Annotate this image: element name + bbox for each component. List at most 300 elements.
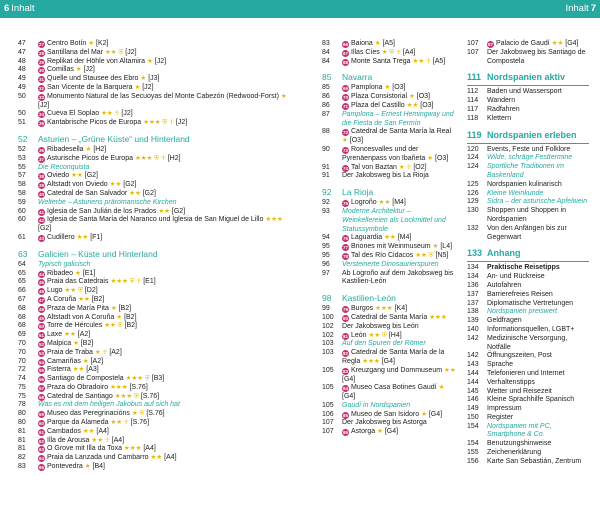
toc-entry: [322, 234, 457, 243]
rating-stars-icon: ★: [110, 304, 117, 312]
entry-page-number: 65: [18, 278, 26, 286]
sight-number-badge: 39: [38, 183, 44, 189]
feature-title: Was es mit dem heiligen Jakobus auf sich hat: [38, 401, 180, 409]
entry-text: [487, 181, 589, 190]
rating-stars-icon: ★★: [109, 181, 122, 189]
entry-page-number: 58: [18, 181, 26, 189]
rating-stars-icon: ★★ ☥: [110, 419, 129, 427]
feature-title: Gaudí in Nordspanien: [342, 401, 411, 409]
toc-entry: [18, 358, 290, 367]
entry-page-number: 105: [322, 384, 334, 392]
entry-title: Wandern: [487, 97, 516, 105]
sight-number-badge: 33: [38, 94, 44, 100]
rating-stars-icon: ★: [377, 428, 383, 436]
sight-number-badge: 53: [38, 350, 44, 356]
toc-entry: [18, 172, 290, 181]
toc-entry: [322, 411, 457, 420]
toc-entry: [18, 216, 290, 234]
rating-stars-icon: ★★ ☥: [101, 110, 120, 118]
sight-number-badge: 43: [38, 235, 44, 241]
entry-title: Monte Santa Trega: [351, 57, 411, 65]
entry-page-number: 100: [322, 313, 334, 321]
entry-text: [487, 396, 589, 405]
section-title: Kastilien-León: [342, 293, 396, 304]
feature-title: Welterbe – Asturiens präromanische Kirchen: [38, 198, 177, 206]
entry-title: Events, Feste und Folklore: [487, 145, 571, 153]
entry-text: [342, 305, 457, 314]
entry-page-number: 88: [322, 128, 330, 136]
sight-number-badge: 36: [38, 147, 44, 153]
sight-number-badge: 40: [38, 191, 44, 197]
sight-number-badge: 79: [342, 307, 348, 313]
rating-stars-icon: ★: [82, 357, 89, 365]
entry-text: [342, 411, 457, 420]
entry-title: Karte San Sebastián, Zentrum: [487, 457, 582, 465]
map-reference: [M4]: [397, 234, 412, 242]
entry-title: Cudillero: [47, 233, 75, 241]
toc-column-1: [18, 40, 290, 472]
entry-text: [38, 410, 290, 419]
rating-stars-icon: ★★: [76, 233, 89, 241]
toc-entry: [467, 88, 589, 97]
entry-page-number: 49: [18, 83, 26, 91]
entry-title: Torre de Hércules: [47, 322, 103, 330]
entry-title: Logroño: [351, 199, 377, 207]
entry-page-number: 84: [322, 57, 330, 65]
map-reference: [S.76]: [140, 392, 160, 400]
toc-entry: [322, 58, 457, 67]
sight-number-badge: 58: [38, 394, 44, 400]
sight-number-badge: 28: [38, 50, 44, 56]
entry-title: Museo de San Isidoro: [351, 410, 420, 418]
rating-stars-icon: ★★★ ⛨ ☥: [110, 278, 142, 286]
toc-entry: [322, 208, 457, 234]
entry-page-number: 142: [467, 352, 479, 360]
rating-stars-icon: ★★ ☥: [412, 57, 431, 65]
map-reference: [K2]: [96, 40, 109, 47]
toc-entry: [18, 419, 290, 428]
entry-text: [487, 115, 589, 124]
entry-text: [38, 84, 290, 93]
rating-stars-icon: ★★★: [265, 216, 283, 224]
section-page-number: 52: [18, 133, 28, 144]
entry-page-number: 103: [322, 349, 334, 357]
entry-title: Praza de María Pita: [47, 304, 109, 312]
sight-number-badge: 55: [38, 368, 44, 374]
sight-number-badge: 72: [342, 130, 348, 136]
toc-entry: [322, 340, 457, 349]
entry-title: Geldfragen: [487, 317, 522, 325]
rating-stars-icon: ★: [84, 463, 91, 471]
entry-title: Register: [487, 413, 514, 421]
toc-entry: [322, 367, 457, 385]
entry-page-number: 58: [18, 189, 26, 197]
entry-title: Altstadt von A Coruña: [47, 313, 115, 321]
entry-title: Santillana del Mar: [47, 48, 104, 56]
sight-number-badge: 82: [342, 351, 348, 357]
map-reference: [H2]: [93, 145, 107, 153]
section-title: Navarra: [342, 72, 373, 83]
feature-title: Versteinerte Dinosaurierspuren: [342, 260, 439, 268]
sight-number-badge: 51: [38, 333, 44, 339]
entry-title: Monumento Natural de las Secuoyas del Monte Cabezón (Redwood-Forst): [47, 92, 279, 100]
toc-entry: [18, 314, 290, 323]
entry-text: [487, 190, 589, 199]
sight-number-badge: 45: [38, 280, 44, 286]
entry-title: Quelle und Stausee des Ebro: [47, 75, 139, 83]
sight-number-badge: 83: [342, 368, 348, 374]
entry-page-number: 60: [18, 207, 26, 215]
entry-page-number: 64: [18, 260, 26, 268]
entry-text: [342, 102, 457, 111]
rating-stars-icon: ★★ ⛨: [368, 331, 387, 339]
toc-entry: [18, 146, 290, 155]
entry-page-number: 86: [322, 93, 330, 101]
toc-entry: [18, 119, 290, 128]
sight-number-badge: 32: [38, 85, 44, 91]
entry-title: Medizinische Versorgung, Notfälle: [487, 334, 568, 351]
rating-stars-icon: ★★: [384, 234, 396, 242]
entry-page-number: 107: [467, 40, 479, 47]
sight-number-badge: 63: [38, 447, 44, 453]
entry-title: Roncesvalles und der Pyrenäenpass von Ibañeta: [342, 145, 426, 162]
toc-entry: [467, 414, 589, 423]
entry-text: [487, 388, 589, 397]
entry-page-number: 61: [18, 233, 26, 241]
map-reference: [J2]: [154, 57, 167, 65]
map-reference: [B4]: [92, 463, 105, 471]
entry-title: Autofahren: [487, 281, 522, 289]
toc-entry: [467, 163, 589, 181]
entry-page-number: 75: [18, 383, 26, 391]
entry-text: [487, 405, 589, 414]
entry-text: [487, 207, 589, 225]
entry-title: Ab Logroño auf dem Jakobsweg bis Kastilien-León: [342, 269, 454, 286]
sight-number-badge: 80: [342, 315, 348, 321]
entry-text: [38, 375, 290, 384]
entry-text: [487, 106, 589, 115]
map-reference: [B2]: [118, 304, 132, 312]
sight-number-badge: 35: [38, 121, 44, 127]
entry-title: Wetter und Reisezeit: [487, 387, 552, 395]
sight-number-badge: 77: [342, 245, 348, 251]
entry-text: [487, 379, 589, 388]
entry-title: Zeichenerklärung: [487, 449, 542, 457]
map-reference: [A4]: [402, 48, 416, 56]
entry-title: Kantabrische Picos de Europa: [47, 119, 142, 127]
sight-number-badge: 44: [38, 271, 44, 277]
map-reference: [G2]: [84, 172, 98, 180]
toc-entry: [18, 84, 290, 93]
rating-stars-icon: ★★ ⛨: [104, 48, 124, 56]
section-page-number: 63: [18, 248, 28, 259]
map-reference: [G2]: [142, 189, 156, 197]
entry-page-number: 144: [467, 369, 479, 377]
sight-number-badge: 49: [38, 315, 44, 321]
entry-text: [38, 270, 290, 279]
rating-stars-icon: ★: [427, 154, 434, 162]
entry-page-number: 117: [467, 105, 479, 113]
entry-page-number: 96: [322, 260, 330, 268]
entry-title: Laguardia: [351, 234, 383, 242]
toc-entry: [467, 146, 589, 155]
entry-title: Pamplona: [351, 84, 383, 92]
rating-stars-icon: ★: [140, 75, 147, 83]
entry-text: [342, 234, 457, 243]
entry-page-number: 107: [467, 48, 479, 56]
entry-page-number: 134: [467, 273, 479, 281]
entry-page-number: 82: [18, 454, 26, 462]
entry-text: [342, 349, 457, 367]
toc-entry: [467, 154, 589, 163]
entry-title: Praza do Obradoiro: [47, 383, 109, 391]
toc-entry: [18, 375, 290, 384]
chapter-heading: [467, 248, 589, 262]
entry-text: [487, 273, 589, 282]
toc-column-2: [322, 40, 457, 437]
entry-title: Iglesia de Santa María del Naranco und Iglesia de San Miguel de Lillo: [47, 216, 264, 224]
rating-stars-icon: ★: [342, 137, 348, 145]
feature-title: Die Reconquista: [38, 163, 90, 171]
entry-text: [487, 225, 589, 243]
toc-entry: [322, 261, 457, 270]
sight-number-badge: 54: [38, 359, 44, 365]
entry-title: Der Jakobsweg bis La Rioja: [342, 172, 429, 180]
sight-number-badge: 37: [38, 156, 44, 162]
entry-page-number: 68: [18, 313, 26, 321]
rating-stars-icon: ★★★ ⛨ ☥: [134, 154, 166, 162]
map-reference: [J2]: [83, 66, 95, 74]
map-reference: [S.76]: [146, 410, 165, 418]
sight-number-badge: 86: [342, 430, 348, 436]
rating-stars-icon: ★★★: [123, 445, 142, 453]
entry-page-number: 149: [467, 405, 479, 413]
section-heading: [18, 134, 290, 145]
section-title: Galicien – Küste und Hinterland: [38, 248, 158, 259]
toc-entry: [322, 243, 457, 252]
rating-stars-icon: ★★: [150, 454, 163, 462]
sight-number-badge: 66: [342, 42, 348, 47]
entry-title: Astorga: [351, 428, 376, 436]
entry-text: [38, 331, 290, 340]
entry-page-number: 48: [18, 57, 26, 65]
toc-entry: [18, 49, 290, 58]
map-reference: [O3]: [392, 84, 406, 92]
entry-title: Palacio de Gaudí: [496, 40, 550, 47]
entry-text: [342, 93, 457, 102]
rating-stars-icon: ★: [134, 83, 141, 91]
entry-text: [38, 216, 290, 234]
rating-stars-icon: ★★: [71, 172, 83, 180]
entry-text: [487, 40, 589, 49]
toc-entry: [18, 305, 290, 314]
toc-entry: [467, 361, 589, 370]
entry-page-number: 87: [322, 110, 330, 118]
toc-entry: [18, 234, 290, 243]
entry-text: [487, 335, 589, 353]
sight-number-badge: 81: [342, 333, 348, 339]
toc-entry: [322, 270, 457, 288]
toc-entry: [18, 110, 290, 119]
entry-page-number: 146: [467, 396, 479, 404]
sight-number-badge: 29: [38, 59, 44, 65]
toc-entry: [467, 97, 589, 106]
sight-number-badge: 60: [38, 421, 44, 427]
entry-text: [38, 454, 290, 463]
rating-stars-icon: ★: [85, 145, 92, 153]
map-reference: [J2]: [142, 83, 154, 91]
toc-entry: [322, 349, 457, 367]
sight-number-badge: 56: [38, 377, 44, 383]
entry-text: [38, 261, 290, 270]
rating-stars-icon: ★★: [551, 40, 564, 47]
map-reference: [B2]: [124, 322, 137, 330]
entry-title: San Vicente de la Barquera: [47, 83, 133, 91]
toc-entry: [18, 66, 290, 75]
rating-stars-icon: ★: [88, 40, 95, 47]
entry-title: Benutzungshinweise: [487, 440, 552, 448]
map-reference: [G2]: [123, 181, 137, 189]
sight-number-badge: 30: [38, 68, 44, 74]
map-reference: [J2]: [175, 119, 188, 127]
rating-stars-icon: ★★: [406, 101, 419, 109]
map-reference: [O3]: [435, 154, 449, 162]
entry-text: [487, 49, 589, 67]
sight-number-badge: 75: [342, 201, 348, 207]
entry-text: [38, 314, 290, 323]
entry-text: [487, 423, 589, 441]
entry-text: [38, 358, 290, 367]
map-reference: [F1]: [90, 233, 103, 241]
entry-title: O Grove mit Illa da Toxa: [47, 445, 122, 453]
toc-entry: [467, 335, 589, 353]
entry-page-number: 106: [322, 410, 334, 418]
entry-text: [342, 402, 457, 411]
entry-page-number: 86: [322, 101, 330, 109]
entry-page-number: 112: [467, 88, 479, 96]
entry-text: [38, 49, 290, 58]
entry-page-number: 145: [467, 387, 479, 395]
entry-page-number: 55: [18, 163, 26, 171]
section-page-number: 98: [322, 293, 332, 304]
section-page-number: 119: [467, 129, 482, 140]
toc-entry: [18, 199, 290, 208]
entry-page-number: 137: [467, 290, 479, 298]
entry-text: [38, 119, 290, 128]
entry-page-number: 80: [18, 410, 26, 418]
entry-title: Radfahren: [487, 105, 520, 113]
toc-entry: [18, 428, 290, 437]
rating-stars-icon: ★: [374, 40, 381, 47]
entry-page-number: 80: [18, 419, 26, 427]
map-reference: [A2]: [77, 331, 91, 339]
feature-title: Kleine Weinkunde: [487, 189, 544, 197]
map-reference: [D2]: [84, 287, 98, 295]
sight-number-badge: 62: [38, 438, 44, 444]
entry-page-number: 130: [467, 207, 479, 215]
toc-entry: [467, 352, 589, 361]
entry-title: Kleine Sprachhilfe Spanisch: [487, 396, 575, 404]
section-heading: [322, 187, 457, 198]
entry-text: [487, 291, 589, 300]
entry-text: [487, 163, 589, 181]
rating-stars-icon: ★★ ⛨: [415, 251, 434, 259]
entry-title: Praktische Reisetipps: [487, 264, 560, 272]
map-reference: [G4]: [342, 375, 356, 383]
map-reference: [A5]: [382, 40, 395, 47]
map-reference: [M4]: [392, 199, 406, 207]
entry-title: Der Jakobsweg bis Astorga: [342, 419, 427, 427]
toc-entry: [467, 379, 589, 388]
entry-page-number: 103: [322, 340, 334, 348]
sight-number-badge: 59: [38, 412, 44, 418]
entry-title: Öffnungszeiten, Post: [487, 352, 552, 360]
toc-entry: [467, 273, 589, 282]
entry-title: Baiona: [351, 40, 373, 47]
entry-page-number: 47: [18, 48, 26, 56]
entry-text: [342, 314, 457, 323]
entry-page-number: 140: [467, 325, 479, 333]
section-page-number: 133: [467, 248, 483, 259]
map-reference: [A4]: [96, 427, 109, 435]
entry-page-number: 120: [467, 145, 479, 153]
entry-page-number: 102: [322, 331, 334, 339]
section-heading: [322, 72, 457, 83]
toc-entry: [322, 428, 457, 437]
entry-text: [38, 393, 290, 402]
entry-text: [342, 384, 457, 402]
entry-text: [342, 340, 457, 349]
rating-stars-icon: ★ ☥: [398, 163, 412, 171]
entry-title: Catedral de Santa María de la Regla: [342, 349, 445, 365]
entry-text: [487, 146, 589, 155]
map-reference: [N5]: [435, 251, 449, 259]
toc-entry: [322, 128, 457, 146]
map-reference: [G4]: [428, 410, 443, 418]
entry-page-number: 75: [18, 392, 26, 400]
entry-text: [487, 458, 589, 467]
sight-number-badge: 38: [38, 174, 44, 180]
toc-entry: [18, 75, 290, 84]
entry-page-number: 99: [322, 305, 330, 313]
toc-entry: [322, 164, 457, 173]
entry-page-number: 47: [18, 40, 26, 47]
entry-title: Plaza del Castillo: [351, 101, 405, 109]
entry-page-number: 57: [18, 172, 26, 180]
rating-stars-icon: ★★ ⛨: [64, 287, 83, 295]
toc-entry: [18, 270, 290, 279]
entry-text: [38, 199, 290, 208]
entry-text: [38, 66, 290, 75]
map-reference: [G2]: [38, 225, 52, 233]
toc-entry: [467, 40, 589, 49]
entry-title: Comillas: [47, 66, 74, 74]
toc-entry: [322, 93, 457, 102]
left-page-number: 6: [4, 3, 10, 14]
rating-stars-icon: ★★★: [362, 357, 380, 365]
entry-title: Replikat der Höhle von Altamira: [47, 57, 146, 65]
entry-text: [487, 352, 589, 361]
entry-text: [342, 428, 457, 437]
toc-entry: [322, 146, 457, 164]
entry-page-number: 66: [18, 287, 26, 295]
entry-page-number: 83: [18, 463, 26, 471]
toc-entry: [18, 322, 290, 331]
entry-page-number: 114: [467, 97, 479, 105]
entry-text: [342, 128, 457, 146]
entry-page-number: 72: [18, 366, 26, 374]
toc-entry: [18, 181, 290, 190]
